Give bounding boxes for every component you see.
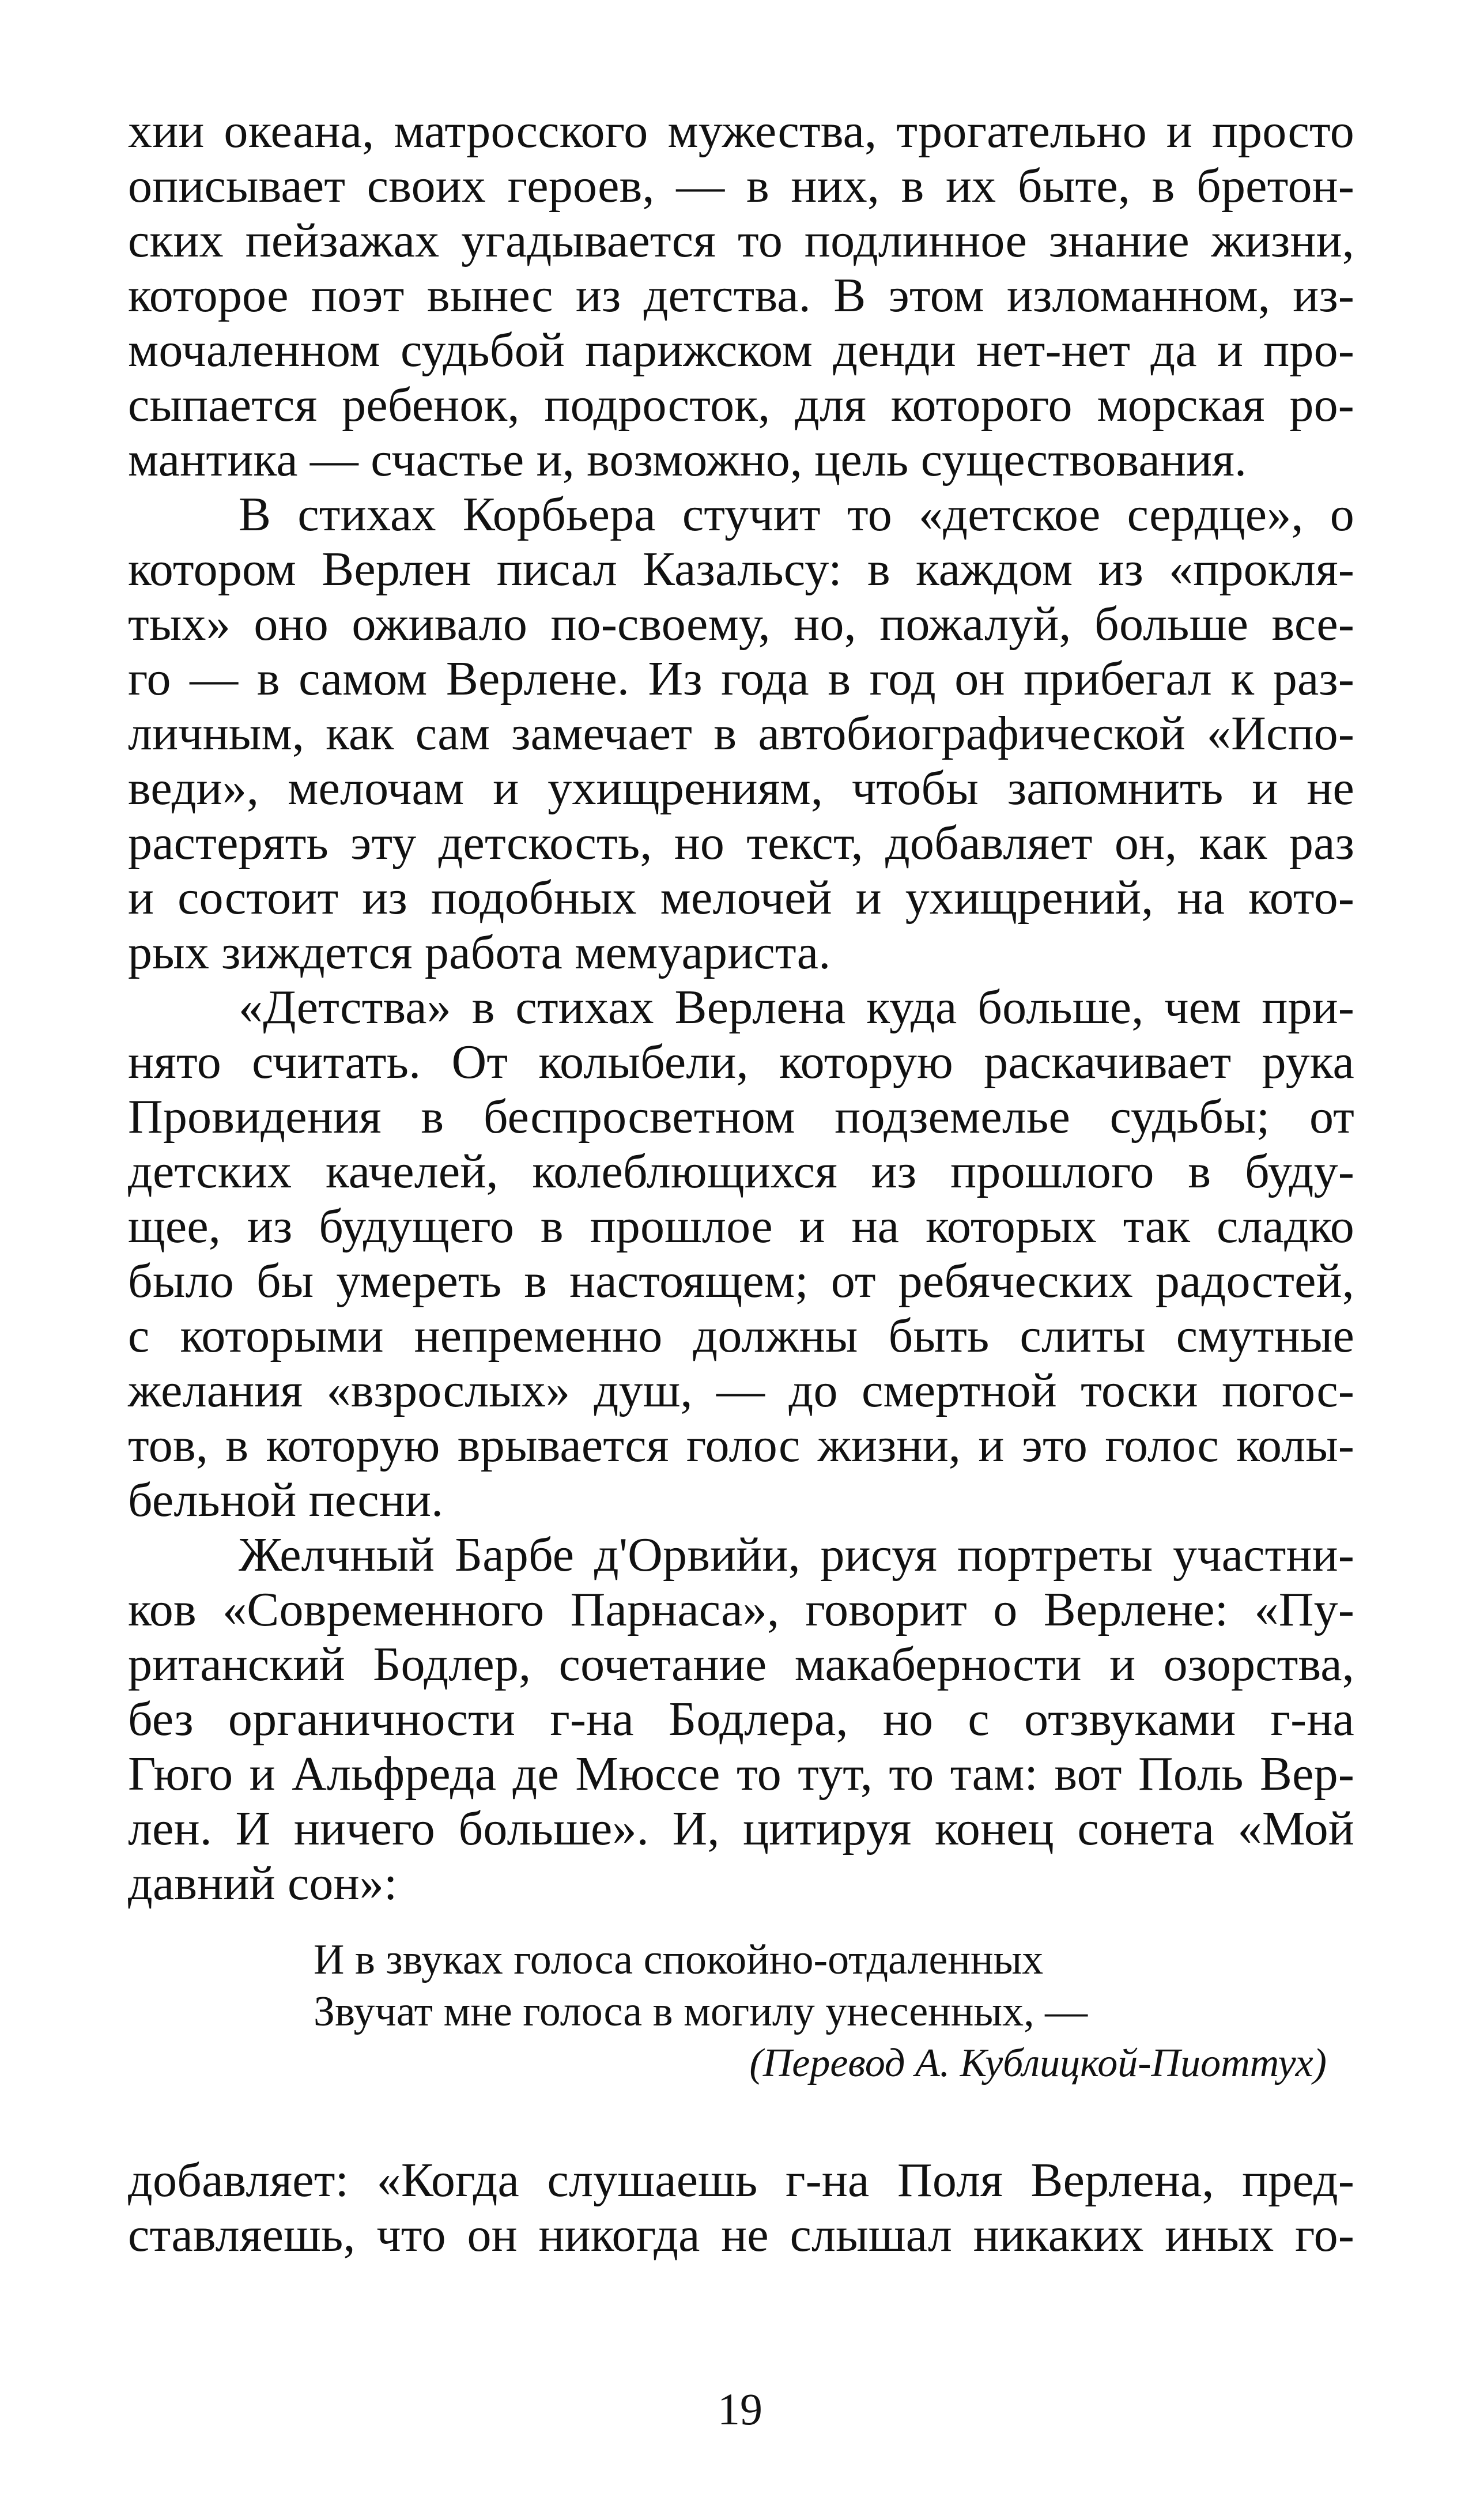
text-line: растерять эту детскость, но текст, добавляет он, как раз — [128, 816, 1354, 870]
text-line: было бы умереть в настоящем; от ребяческих радостей, — [128, 1254, 1354, 1308]
text-line: веди», мелочам и ухищрениям, чтобы запомнить и не — [128, 761, 1354, 815]
page-body — [128, 104, 1354, 2262]
text-line: ританский Бодлер, сочетание макаберности и озорства, — [128, 1638, 1354, 1691]
text-line: В стихах Корбьера стучит то «детское сердце», о — [239, 488, 1354, 541]
text-line: Провидения в беспросветном подземелье судьбы; от — [128, 1090, 1354, 1144]
text-line: бельной песни. — [128, 1473, 444, 1527]
text-line: «Детства» в стихах Верлена куда больше, чем при- — [239, 980, 1354, 1034]
text-line: ков «Современного Парнаса», говорит о Верлене: «Пу- — [128, 1583, 1354, 1636]
verse-line: Звучат мне голоса в могилу унесенных, — — [314, 1988, 1088, 2035]
text-line: ских пейзажах угадывается то подлинное знание жизни, — [128, 214, 1354, 267]
text-line: личным, как сам замечает в автобиографической «Испо- — [128, 707, 1354, 760]
text-line: и состоит из подобных мелочей и ухищрений, на кото- — [128, 871, 1354, 925]
text-line: ставляешь, что он никогда не слышал никаких иных го- — [128, 2208, 1354, 2262]
text-line: желания «взрослых» душ, — до смертной тоски погос- — [128, 1364, 1354, 1417]
text-line: мочаленном судьбой парижском денди нет-нет да и про- — [128, 323, 1354, 377]
text-line: го — в самом Верлене. Из года в год он прибегал к раз- — [128, 652, 1354, 706]
translator-credit: (Перевод А. Кублицкой-Пиоттух) — [749, 2041, 1327, 2085]
text-line: без органичности г-на Бодлера, но с отзвуками г-на — [128, 1692, 1354, 1746]
verse-quote — [314, 1934, 1345, 2089]
text-line: щее, из будущего в прошлое и на которых так сладко — [128, 1199, 1354, 1253]
text-line: давний сон»: — [128, 1857, 398, 1910]
text-line: добавляет: «Когда слушаешь г-на Поля Верлена, пред- — [128, 2153, 1354, 2207]
text-line: тов, в которую врывается голос жизни, и это голос колы- — [128, 1419, 1354, 1472]
page-number: 19 — [718, 2384, 762, 2434]
verse-line: И в звуках голоса спокойно-отдаленных — [314, 1936, 1044, 1983]
text-line: мантика — счастье и, возможно, цель существования. — [128, 433, 1247, 486]
text-line: которое поэт вынес из детства. В этом изломанном, из- — [128, 269, 1354, 322]
text-line: нято считать. От колыбели, которую раскачивает рука — [128, 1035, 1354, 1089]
text-line: с которыми непременно должны быть слиты смутные — [128, 1309, 1354, 1363]
after-verse-text — [128, 2153, 1354, 2262]
text-line: котором Верлен писал Казальсу: в каждом из «прокля- — [128, 542, 1354, 596]
text-line: сыпается ребенок, подросток, для которого морская ро- — [128, 378, 1354, 432]
text-line: детских качелей, колеблющихся из прошлого в буду- — [128, 1145, 1354, 1198]
text-line: хии океана, матросского мужества, трогательно и просто — [128, 104, 1354, 158]
text-line: лен. И ничего больше». И, цитируя конец сонета «Мой — [128, 1802, 1354, 1855]
text-line: Желчный Барбе д'Орвийи, рисуя портреты участни- — [239, 1528, 1354, 1582]
text-line: тых» оно оживало по-своему, но, пожалуй, больше все- — [128, 597, 1354, 651]
text-line: описывает своих героев, — в них, в их быте, в бретон- — [128, 159, 1354, 213]
text-line: Гюго и Альфреда де Мюссе то тут, то там: вот Поль Вер- — [128, 1747, 1354, 1801]
text-line: рых зиждется работа мемуариста. — [128, 926, 831, 979]
